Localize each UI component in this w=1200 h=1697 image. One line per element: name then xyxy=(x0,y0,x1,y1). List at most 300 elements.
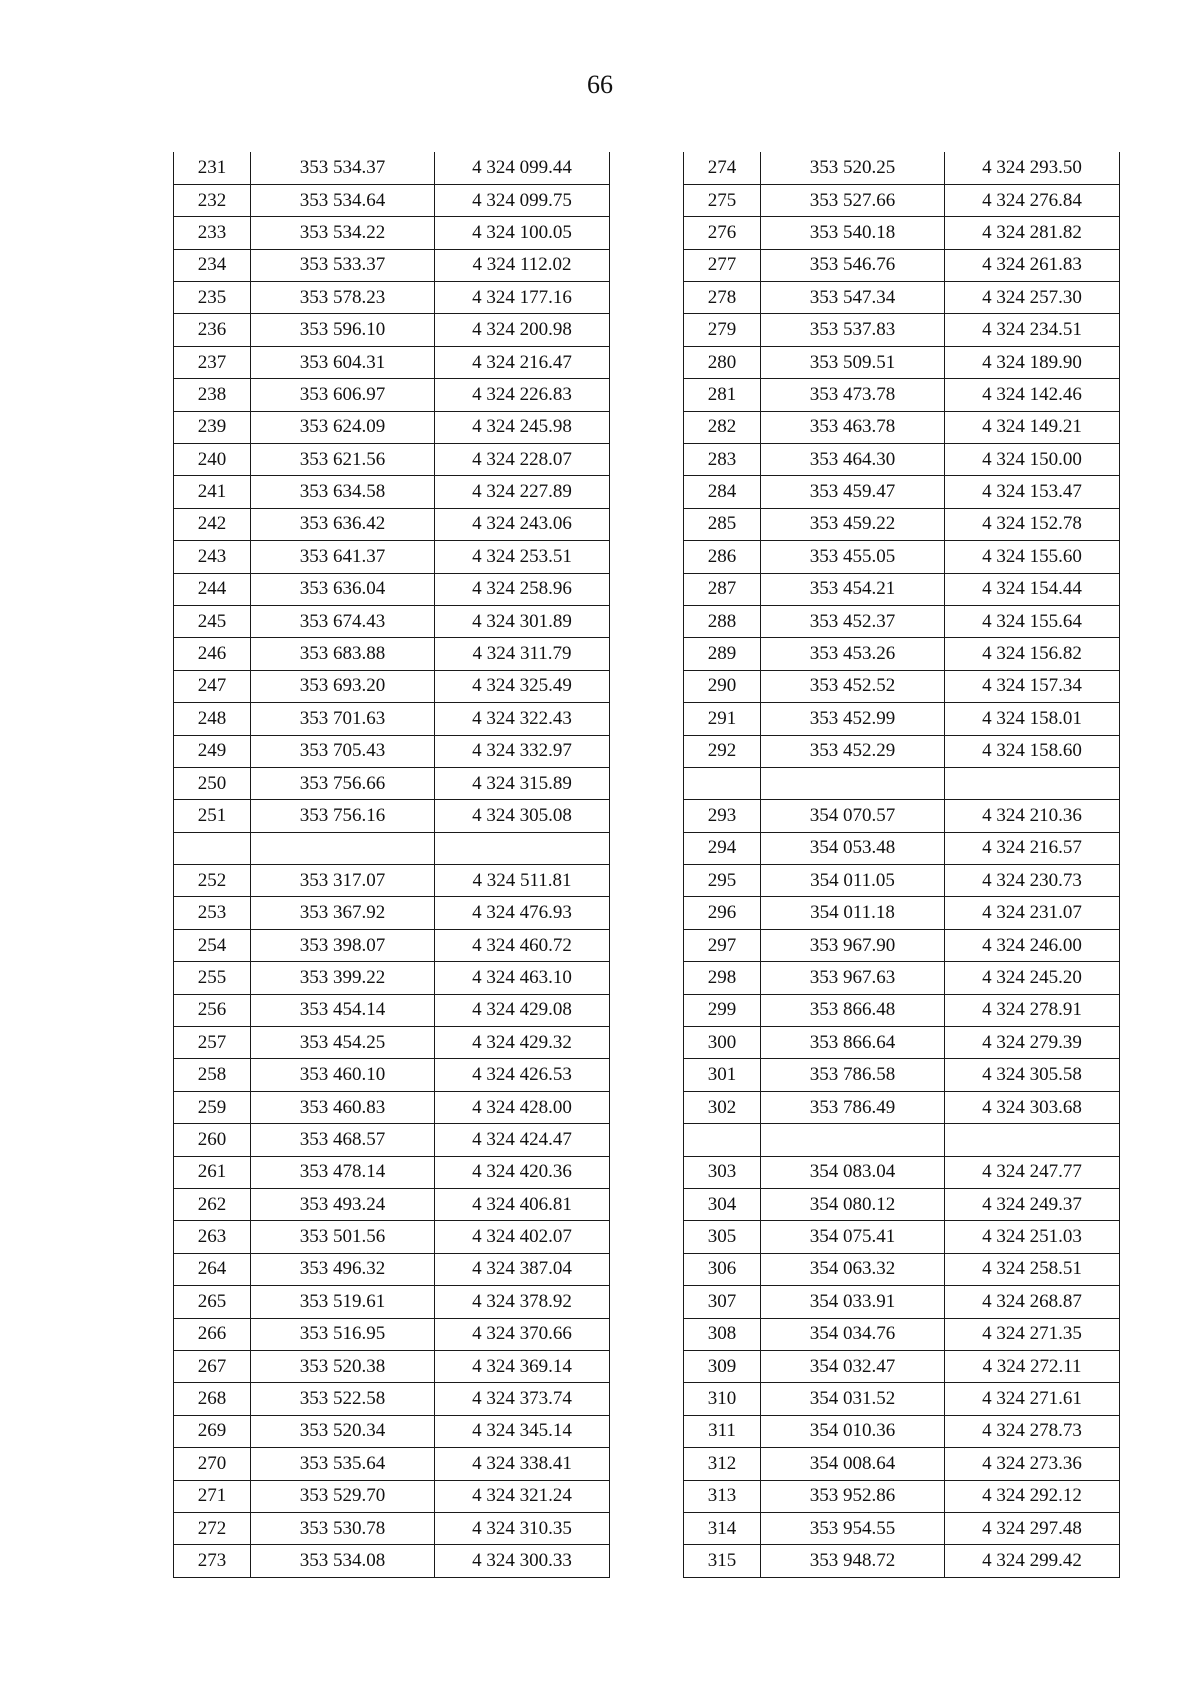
x-coordinate-cell: 353 674.43 xyxy=(251,605,435,637)
y-coordinate-cell xyxy=(945,767,1120,799)
table-row xyxy=(174,152,610,184)
point-number-cell: 275 xyxy=(684,184,761,216)
point-number-cell: 262 xyxy=(174,1189,251,1221)
table-row xyxy=(174,249,610,281)
y-coordinate-cell: 4 324 251.03 xyxy=(945,1221,1120,1253)
point-number-cell: 314 xyxy=(684,1512,761,1544)
table-row xyxy=(684,508,1120,540)
point-number-cell: 235 xyxy=(174,282,251,314)
x-coordinate-cell xyxy=(251,832,435,864)
point-number-cell: 297 xyxy=(684,929,761,961)
x-coordinate-cell: 353 954.55 xyxy=(761,1512,945,1544)
point-number-cell: 302 xyxy=(684,1091,761,1123)
y-coordinate-cell: 4 324 299.42 xyxy=(945,1545,1120,1577)
point-number-cell: 303 xyxy=(684,1156,761,1188)
y-coordinate-cell: 4 324 189.90 xyxy=(945,346,1120,378)
y-coordinate-cell: 4 324 158.60 xyxy=(945,735,1120,767)
point-number-cell: 267 xyxy=(174,1350,251,1382)
x-coordinate-cell: 353 522.58 xyxy=(251,1383,435,1415)
point-number-cell: 261 xyxy=(174,1156,251,1188)
x-coordinate-cell: 353 317.07 xyxy=(251,865,435,897)
y-coordinate-cell: 4 324 406.81 xyxy=(435,1189,610,1221)
x-coordinate-cell: 353 705.43 xyxy=(251,735,435,767)
table-row xyxy=(684,865,1120,897)
x-coordinate-cell: 353 454.21 xyxy=(761,573,945,605)
x-coordinate-cell: 353 547.34 xyxy=(761,282,945,314)
x-coordinate-cell: 354 010.36 xyxy=(761,1415,945,1447)
table-row xyxy=(174,411,610,443)
table-row xyxy=(684,605,1120,637)
table-row xyxy=(684,800,1120,832)
y-coordinate-cell: 4 324 325.49 xyxy=(435,670,610,702)
table-row xyxy=(174,1318,610,1350)
table-row xyxy=(174,573,610,605)
point-number-cell: 248 xyxy=(174,703,251,735)
point-number-cell: 238 xyxy=(174,379,251,411)
table-row xyxy=(684,1156,1120,1188)
y-coordinate-cell: 4 324 100.05 xyxy=(435,217,610,249)
table-row xyxy=(684,541,1120,573)
y-coordinate-cell: 4 324 429.32 xyxy=(435,1027,610,1059)
table-row xyxy=(684,735,1120,767)
x-coordinate-cell: 353 520.25 xyxy=(761,152,945,184)
x-coordinate-cell: 353 520.38 xyxy=(251,1350,435,1382)
point-number-cell: 306 xyxy=(684,1253,761,1285)
point-number-cell: 257 xyxy=(174,1027,251,1059)
table-row xyxy=(684,703,1120,735)
table-row xyxy=(684,897,1120,929)
y-coordinate-cell: 4 324 099.75 xyxy=(435,184,610,216)
x-coordinate-cell: 353 596.10 xyxy=(251,314,435,346)
point-number-cell: 311 xyxy=(684,1415,761,1447)
table-row xyxy=(684,1512,1120,1544)
y-coordinate-cell: 4 324 315.89 xyxy=(435,767,610,799)
y-coordinate-cell: 4 324 424.47 xyxy=(435,1124,610,1156)
table-row xyxy=(174,800,610,832)
point-number-cell: 295 xyxy=(684,865,761,897)
point-number-cell: 282 xyxy=(684,411,761,443)
y-coordinate-cell: 4 324 373.74 xyxy=(435,1383,610,1415)
table-row xyxy=(684,152,1120,184)
table-row xyxy=(174,1253,610,1285)
y-coordinate-cell: 4 324 276.84 xyxy=(945,184,1120,216)
x-coordinate-cell: 353 398.07 xyxy=(251,929,435,961)
point-number-cell: 239 xyxy=(174,411,251,443)
y-coordinate-cell: 4 324 311.79 xyxy=(435,638,610,670)
y-coordinate-cell: 4 324 149.21 xyxy=(945,411,1120,443)
table-row xyxy=(684,1091,1120,1123)
y-coordinate-cell: 4 324 460.72 xyxy=(435,929,610,961)
y-coordinate-cell: 4 324 154.44 xyxy=(945,573,1120,605)
y-coordinate-cell: 4 324 099.44 xyxy=(435,152,610,184)
point-number-cell: 236 xyxy=(174,314,251,346)
point-number-cell: 273 xyxy=(174,1545,251,1577)
table-row xyxy=(174,508,610,540)
point-number-cell: 291 xyxy=(684,703,761,735)
x-coordinate-cell: 353 530.78 xyxy=(251,1512,435,1544)
x-coordinate-cell: 353 535.64 xyxy=(251,1448,435,1480)
table-row xyxy=(174,476,610,508)
point-number-cell: 241 xyxy=(174,476,251,508)
y-coordinate-cell: 4 324 292.12 xyxy=(945,1480,1120,1512)
y-coordinate-cell: 4 324 210.36 xyxy=(945,800,1120,832)
x-coordinate-cell: 353 452.99 xyxy=(761,703,945,735)
x-coordinate-cell: 353 786.58 xyxy=(761,1059,945,1091)
x-coordinate-cell: 353 756.16 xyxy=(251,800,435,832)
y-coordinate-cell: 4 324 272.11 xyxy=(945,1350,1120,1382)
y-coordinate-cell: 4 324 271.61 xyxy=(945,1383,1120,1415)
point-number-cell: 284 xyxy=(684,476,761,508)
table-row xyxy=(174,1415,610,1447)
table-row xyxy=(174,670,610,702)
x-coordinate-cell: 353 967.63 xyxy=(761,962,945,994)
point-number-cell: 237 xyxy=(174,346,251,378)
x-coordinate-cell xyxy=(761,767,945,799)
x-coordinate-cell: 353 967.90 xyxy=(761,929,945,961)
x-coordinate-cell: 353 478.14 xyxy=(251,1156,435,1188)
x-coordinate-cell: 354 034.76 xyxy=(761,1318,945,1350)
table-row xyxy=(684,379,1120,411)
point-number-cell: 274 xyxy=(684,152,761,184)
x-coordinate-cell: 354 080.12 xyxy=(761,1189,945,1221)
table-row xyxy=(174,735,610,767)
point-number-cell: 263 xyxy=(174,1221,251,1253)
x-coordinate-cell: 353 533.37 xyxy=(251,249,435,281)
x-coordinate-cell: 353 866.48 xyxy=(761,994,945,1026)
y-coordinate-cell: 4 324 297.48 xyxy=(945,1512,1120,1544)
x-coordinate-cell: 353 701.63 xyxy=(251,703,435,735)
table-row xyxy=(684,1545,1120,1577)
point-number-cell: 312 xyxy=(684,1448,761,1480)
table-row xyxy=(174,1545,610,1577)
point-number-cell: 268 xyxy=(174,1383,251,1415)
y-coordinate-cell: 4 324 142.46 xyxy=(945,379,1120,411)
point-number-cell: 244 xyxy=(174,573,251,605)
y-coordinate-cell: 4 324 234.51 xyxy=(945,314,1120,346)
table-row xyxy=(174,1286,610,1318)
table-row xyxy=(174,1124,610,1156)
x-coordinate-cell: 353 634.58 xyxy=(251,476,435,508)
table-row xyxy=(174,832,610,864)
y-coordinate-cell: 4 324 429.08 xyxy=(435,994,610,1026)
y-coordinate-cell: 4 324 322.43 xyxy=(435,703,610,735)
y-coordinate-cell: 4 324 257.30 xyxy=(945,282,1120,314)
point-number-cell xyxy=(684,1124,761,1156)
point-number-cell: 283 xyxy=(684,444,761,476)
table-row xyxy=(174,1512,610,1544)
x-coordinate-cell: 353 460.83 xyxy=(251,1091,435,1123)
point-number-cell: 310 xyxy=(684,1383,761,1415)
coordinates-table-right xyxy=(683,152,1120,1578)
x-coordinate-cell: 353 501.56 xyxy=(251,1221,435,1253)
y-coordinate-cell: 4 324 153.47 xyxy=(945,476,1120,508)
y-coordinate-cell: 4 324 268.87 xyxy=(945,1286,1120,1318)
x-coordinate-cell: 353 534.64 xyxy=(251,184,435,216)
y-coordinate-cell: 4 324 345.14 xyxy=(435,1415,610,1447)
y-coordinate-cell: 4 324 300.33 xyxy=(435,1545,610,1577)
point-number-cell: 294 xyxy=(684,832,761,864)
x-coordinate-cell: 353 540.18 xyxy=(761,217,945,249)
x-coordinate-cell: 353 636.04 xyxy=(251,573,435,605)
table-row xyxy=(174,314,610,346)
point-number-cell: 266 xyxy=(174,1318,251,1350)
x-coordinate-cell: 353 537.83 xyxy=(761,314,945,346)
table-row xyxy=(174,217,610,249)
table-row xyxy=(174,897,610,929)
y-coordinate-cell: 4 324 310.35 xyxy=(435,1512,610,1544)
table-row xyxy=(684,767,1120,799)
point-number-cell: 270 xyxy=(174,1448,251,1480)
x-coordinate-cell: 354 011.05 xyxy=(761,865,945,897)
y-coordinate-cell: 4 324 305.58 xyxy=(945,1059,1120,1091)
table-row xyxy=(684,1448,1120,1480)
y-coordinate-cell: 4 324 273.36 xyxy=(945,1448,1120,1480)
x-coordinate-cell: 353 399.22 xyxy=(251,962,435,994)
y-coordinate-cell xyxy=(945,1124,1120,1156)
x-coordinate-cell xyxy=(761,1124,945,1156)
table-row xyxy=(684,411,1120,443)
x-coordinate-cell: 354 008.64 xyxy=(761,1448,945,1480)
point-number-cell: 232 xyxy=(174,184,251,216)
table-row xyxy=(174,282,610,314)
table-row xyxy=(684,1253,1120,1285)
y-coordinate-cell: 4 324 112.02 xyxy=(435,249,610,281)
point-number-cell: 242 xyxy=(174,508,251,540)
y-coordinate-cell xyxy=(435,832,610,864)
y-coordinate-cell: 4 324 278.73 xyxy=(945,1415,1120,1447)
x-coordinate-cell: 353 473.78 xyxy=(761,379,945,411)
table-row xyxy=(174,1448,610,1480)
table-row xyxy=(684,1383,1120,1415)
y-coordinate-cell: 4 324 246.00 xyxy=(945,929,1120,961)
x-coordinate-cell: 353 459.47 xyxy=(761,476,945,508)
table-row xyxy=(684,929,1120,961)
y-coordinate-cell: 4 324 281.82 xyxy=(945,217,1120,249)
y-coordinate-cell: 4 324 158.01 xyxy=(945,703,1120,735)
x-coordinate-cell: 353 534.22 xyxy=(251,217,435,249)
x-coordinate-cell: 354 031.52 xyxy=(761,1383,945,1415)
x-coordinate-cell: 353 459.22 xyxy=(761,508,945,540)
y-coordinate-cell: 4 324 293.50 xyxy=(945,152,1120,184)
y-coordinate-cell: 4 324 387.04 xyxy=(435,1253,610,1285)
x-coordinate-cell: 353 641.37 xyxy=(251,541,435,573)
point-number-cell: 292 xyxy=(684,735,761,767)
x-coordinate-cell: 353 636.42 xyxy=(251,508,435,540)
x-coordinate-cell: 353 606.97 xyxy=(251,379,435,411)
table-row xyxy=(174,346,610,378)
table-row xyxy=(174,1383,610,1415)
y-coordinate-cell: 4 324 253.51 xyxy=(435,541,610,573)
x-coordinate-cell: 354 053.48 xyxy=(761,832,945,864)
table-row xyxy=(174,1221,610,1253)
point-number-cell: 313 xyxy=(684,1480,761,1512)
point-number-cell: 247 xyxy=(174,670,251,702)
table-row xyxy=(684,249,1120,281)
point-number-cell: 308 xyxy=(684,1318,761,1350)
x-coordinate-cell: 353 468.57 xyxy=(251,1124,435,1156)
x-coordinate-cell: 353 683.88 xyxy=(251,638,435,670)
x-coordinate-cell: 354 063.32 xyxy=(761,1253,945,1285)
table-row xyxy=(174,541,610,573)
table-row xyxy=(684,1189,1120,1221)
x-coordinate-cell: 354 070.57 xyxy=(761,800,945,832)
x-coordinate-cell: 353 621.56 xyxy=(251,444,435,476)
x-coordinate-cell: 353 454.25 xyxy=(251,1027,435,1059)
point-number-cell: 309 xyxy=(684,1350,761,1382)
x-coordinate-cell: 353 527.66 xyxy=(761,184,945,216)
x-coordinate-cell: 354 083.04 xyxy=(761,1156,945,1188)
x-coordinate-cell: 353 452.37 xyxy=(761,605,945,637)
y-coordinate-cell: 4 324 378.92 xyxy=(435,1286,610,1318)
table-row xyxy=(684,1059,1120,1091)
x-coordinate-cell: 353 496.32 xyxy=(251,1253,435,1285)
point-number-cell: 254 xyxy=(174,929,251,961)
x-coordinate-cell: 353 453.26 xyxy=(761,638,945,670)
point-number-cell: 276 xyxy=(684,217,761,249)
table-row xyxy=(684,1480,1120,1512)
point-number-cell: 259 xyxy=(174,1091,251,1123)
point-number-cell: 280 xyxy=(684,346,761,378)
y-coordinate-cell: 4 324 261.83 xyxy=(945,249,1120,281)
y-coordinate-cell: 4 324 428.00 xyxy=(435,1091,610,1123)
table-row xyxy=(684,1027,1120,1059)
x-coordinate-cell: 353 866.64 xyxy=(761,1027,945,1059)
y-coordinate-cell: 4 324 476.93 xyxy=(435,897,610,929)
y-coordinate-cell: 4 324 426.53 xyxy=(435,1059,610,1091)
point-number-cell: 315 xyxy=(684,1545,761,1577)
point-number-cell: 290 xyxy=(684,670,761,702)
x-coordinate-cell: 353 529.70 xyxy=(251,1480,435,1512)
coordinates-table-right-body xyxy=(684,152,1120,1577)
table-row xyxy=(174,929,610,961)
x-coordinate-cell: 353 534.37 xyxy=(251,152,435,184)
x-coordinate-cell: 353 693.20 xyxy=(251,670,435,702)
point-number-cell: 307 xyxy=(684,1286,761,1318)
table-row xyxy=(174,1350,610,1382)
table-row xyxy=(684,282,1120,314)
y-coordinate-cell: 4 324 230.73 xyxy=(945,865,1120,897)
point-number-cell: 234 xyxy=(174,249,251,281)
point-number-cell: 253 xyxy=(174,897,251,929)
y-coordinate-cell: 4 324 216.57 xyxy=(945,832,1120,864)
x-coordinate-cell: 353 756.66 xyxy=(251,767,435,799)
table-row xyxy=(174,1156,610,1188)
table-row xyxy=(174,994,610,1026)
y-coordinate-cell: 4 324 152.78 xyxy=(945,508,1120,540)
y-coordinate-cell: 4 324 402.07 xyxy=(435,1221,610,1253)
y-coordinate-cell: 4 324 279.39 xyxy=(945,1027,1120,1059)
point-number-cell xyxy=(174,832,251,864)
table-row xyxy=(684,994,1120,1026)
point-number-cell: 305 xyxy=(684,1221,761,1253)
y-coordinate-cell: 4 324 271.35 xyxy=(945,1318,1120,1350)
point-number-cell: 264 xyxy=(174,1253,251,1285)
y-coordinate-cell: 4 324 245.20 xyxy=(945,962,1120,994)
x-coordinate-cell: 353 534.08 xyxy=(251,1545,435,1577)
point-number-cell: 243 xyxy=(174,541,251,573)
y-coordinate-cell: 4 324 463.10 xyxy=(435,962,610,994)
coordinates-table-left-body xyxy=(174,152,610,1577)
point-number-cell: 251 xyxy=(174,800,251,832)
x-coordinate-cell: 353 464.30 xyxy=(761,444,945,476)
point-number-cell: 231 xyxy=(174,152,251,184)
y-coordinate-cell: 4 324 156.82 xyxy=(945,638,1120,670)
table-row xyxy=(684,1124,1120,1156)
coordinates-table-left xyxy=(173,152,610,1578)
y-coordinate-cell: 4 324 177.16 xyxy=(435,282,610,314)
table-row xyxy=(174,605,610,637)
y-coordinate-cell: 4 324 245.98 xyxy=(435,411,610,443)
point-number-cell: 272 xyxy=(174,1512,251,1544)
point-number-cell: 288 xyxy=(684,605,761,637)
table-row xyxy=(684,832,1120,864)
x-coordinate-cell: 353 452.52 xyxy=(761,670,945,702)
x-coordinate-cell: 353 516.95 xyxy=(251,1318,435,1350)
table-row xyxy=(174,1091,610,1123)
point-number-cell: 299 xyxy=(684,994,761,1026)
point-number-cell xyxy=(684,767,761,799)
point-number-cell: 255 xyxy=(174,962,251,994)
y-coordinate-cell: 4 324 155.64 xyxy=(945,605,1120,637)
table-row xyxy=(174,444,610,476)
y-coordinate-cell: 4 324 301.89 xyxy=(435,605,610,637)
table-row xyxy=(174,1189,610,1221)
point-number-cell: 246 xyxy=(174,638,251,670)
page-number: 66 xyxy=(587,70,613,99)
point-number-cell: 240 xyxy=(174,444,251,476)
x-coordinate-cell: 353 948.72 xyxy=(761,1545,945,1577)
x-coordinate-cell: 353 509.51 xyxy=(761,346,945,378)
y-coordinate-cell: 4 324 228.07 xyxy=(435,444,610,476)
table-row xyxy=(684,217,1120,249)
table-row xyxy=(684,670,1120,702)
x-coordinate-cell: 353 455.05 xyxy=(761,541,945,573)
y-coordinate-cell: 4 324 258.51 xyxy=(945,1253,1120,1285)
y-coordinate-cell: 4 324 305.08 xyxy=(435,800,610,832)
table-row xyxy=(684,1318,1120,1350)
y-coordinate-cell: 4 324 227.89 xyxy=(435,476,610,508)
table-row xyxy=(684,1286,1120,1318)
table-row xyxy=(684,573,1120,605)
table-row xyxy=(684,1350,1120,1382)
y-coordinate-cell: 4 324 150.00 xyxy=(945,444,1120,476)
point-number-cell: 300 xyxy=(684,1027,761,1059)
point-number-cell: 301 xyxy=(684,1059,761,1091)
table-row xyxy=(174,638,610,670)
point-number-cell: 279 xyxy=(684,314,761,346)
point-number-cell: 260 xyxy=(174,1124,251,1156)
y-coordinate-cell: 4 324 243.06 xyxy=(435,508,610,540)
point-number-cell: 277 xyxy=(684,249,761,281)
point-number-cell: 250 xyxy=(174,767,251,799)
table-row xyxy=(684,476,1120,508)
x-coordinate-cell: 354 011.18 xyxy=(761,897,945,929)
table-row xyxy=(684,184,1120,216)
point-number-cell: 278 xyxy=(684,282,761,314)
table-row xyxy=(174,379,610,411)
x-coordinate-cell: 354 033.91 xyxy=(761,1286,945,1318)
table-row xyxy=(174,1027,610,1059)
table-row xyxy=(174,962,610,994)
point-number-cell: 271 xyxy=(174,1480,251,1512)
y-coordinate-cell: 4 324 200.98 xyxy=(435,314,610,346)
table-row xyxy=(174,1480,610,1512)
table-row xyxy=(684,962,1120,994)
y-coordinate-cell: 4 324 321.24 xyxy=(435,1480,610,1512)
x-coordinate-cell: 353 493.24 xyxy=(251,1189,435,1221)
x-coordinate-cell: 354 032.47 xyxy=(761,1350,945,1382)
point-number-cell: 252 xyxy=(174,865,251,897)
